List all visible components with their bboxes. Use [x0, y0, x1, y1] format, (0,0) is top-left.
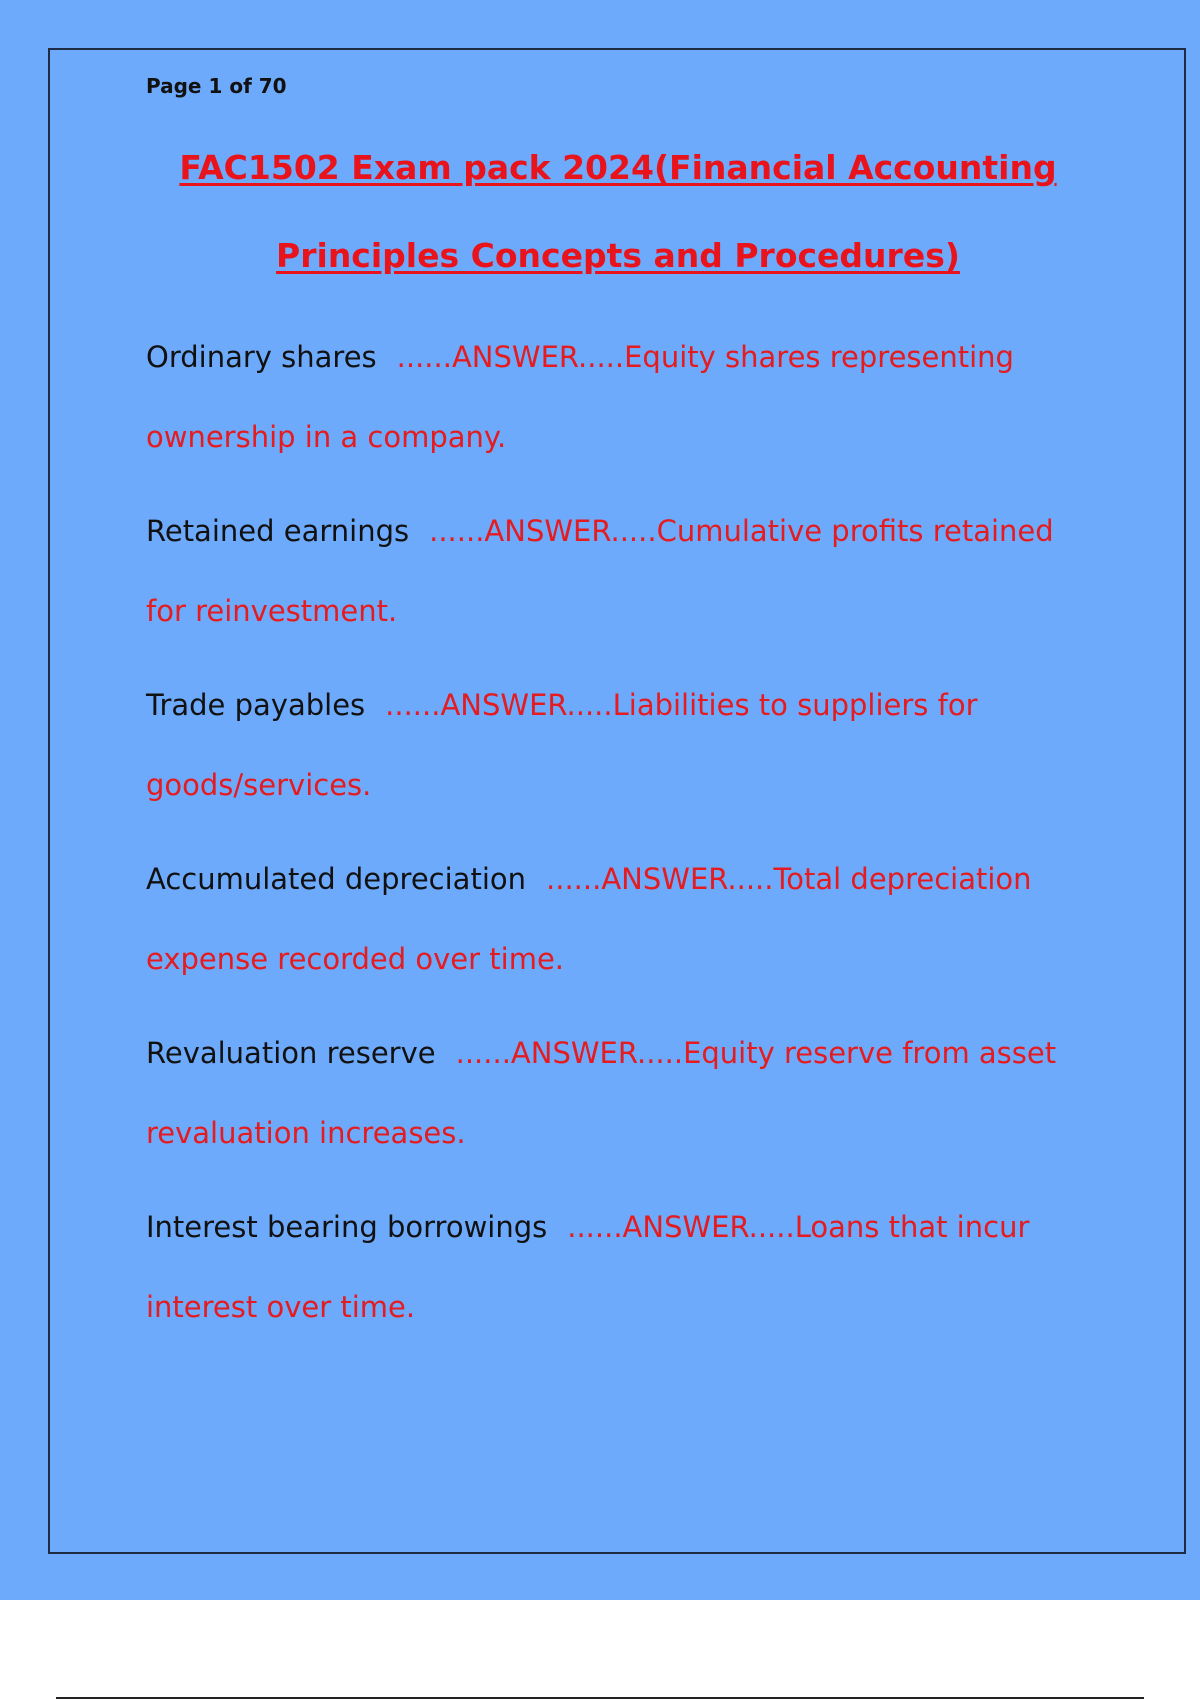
- entry-term: Revaluation reserve: [146, 1036, 436, 1070]
- document-title-line-1: FAC1502 Exam pack 2024(Financial Accounting: [179, 148, 1057, 187]
- entry-answer-start: ......ANSWER.....Equity shares representing: [396, 340, 1014, 374]
- entry-answer-start: ......ANSWER.....Cumulative profits retained: [429, 514, 1054, 548]
- entry-answer-start: ......ANSWER.....Equity reserve from asset: [455, 1036, 1057, 1070]
- entry-answer-continuation: revaluation increases.: [146, 1116, 466, 1150]
- entry-term: Retained earnings: [146, 514, 410, 548]
- entry-retained-earnings: [146, 514, 1054, 548]
- entry-answer-continuation: interest over time.: [146, 1290, 416, 1324]
- entry-answer-continuation: ownership in a company.: [146, 420, 507, 454]
- entry-answer-continuation: goods/services.: [146, 768, 372, 802]
- entry-term: Ordinary shares: [146, 340, 377, 374]
- entry-trade-payables: [146, 688, 978, 722]
- entry-answer-continuation: expense recorded over time.: [146, 942, 565, 976]
- entry-term: Accumulated depreciation: [146, 862, 527, 896]
- footer-divider: [56, 1697, 1144, 1699]
- entry-answer-start: ......ANSWER.....Liabilities to suppliers for: [385, 688, 978, 722]
- entry-term: Trade payables: [146, 688, 366, 722]
- entry-answer-start: ......ANSWER.....Total depreciation: [546, 862, 1032, 896]
- entry-interest-bearing-borrowings: [146, 1210, 1029, 1244]
- entry-revaluation-reserve: [146, 1036, 1056, 1070]
- page-number: Page 1 of 70: [146, 74, 287, 98]
- entry-answer-start: ......ANSWER.....Loans that incur: [567, 1210, 1030, 1244]
- document-title-line-2: Principles Concepts and Procedures): [276, 236, 960, 275]
- entry-answer-continuation: for reinvestment.: [146, 594, 398, 628]
- entry-term: Interest bearing borrowings: [146, 1210, 548, 1244]
- entry-accumulated-depreciation: [146, 862, 1032, 896]
- entry-ordinary-shares: [146, 340, 1014, 374]
